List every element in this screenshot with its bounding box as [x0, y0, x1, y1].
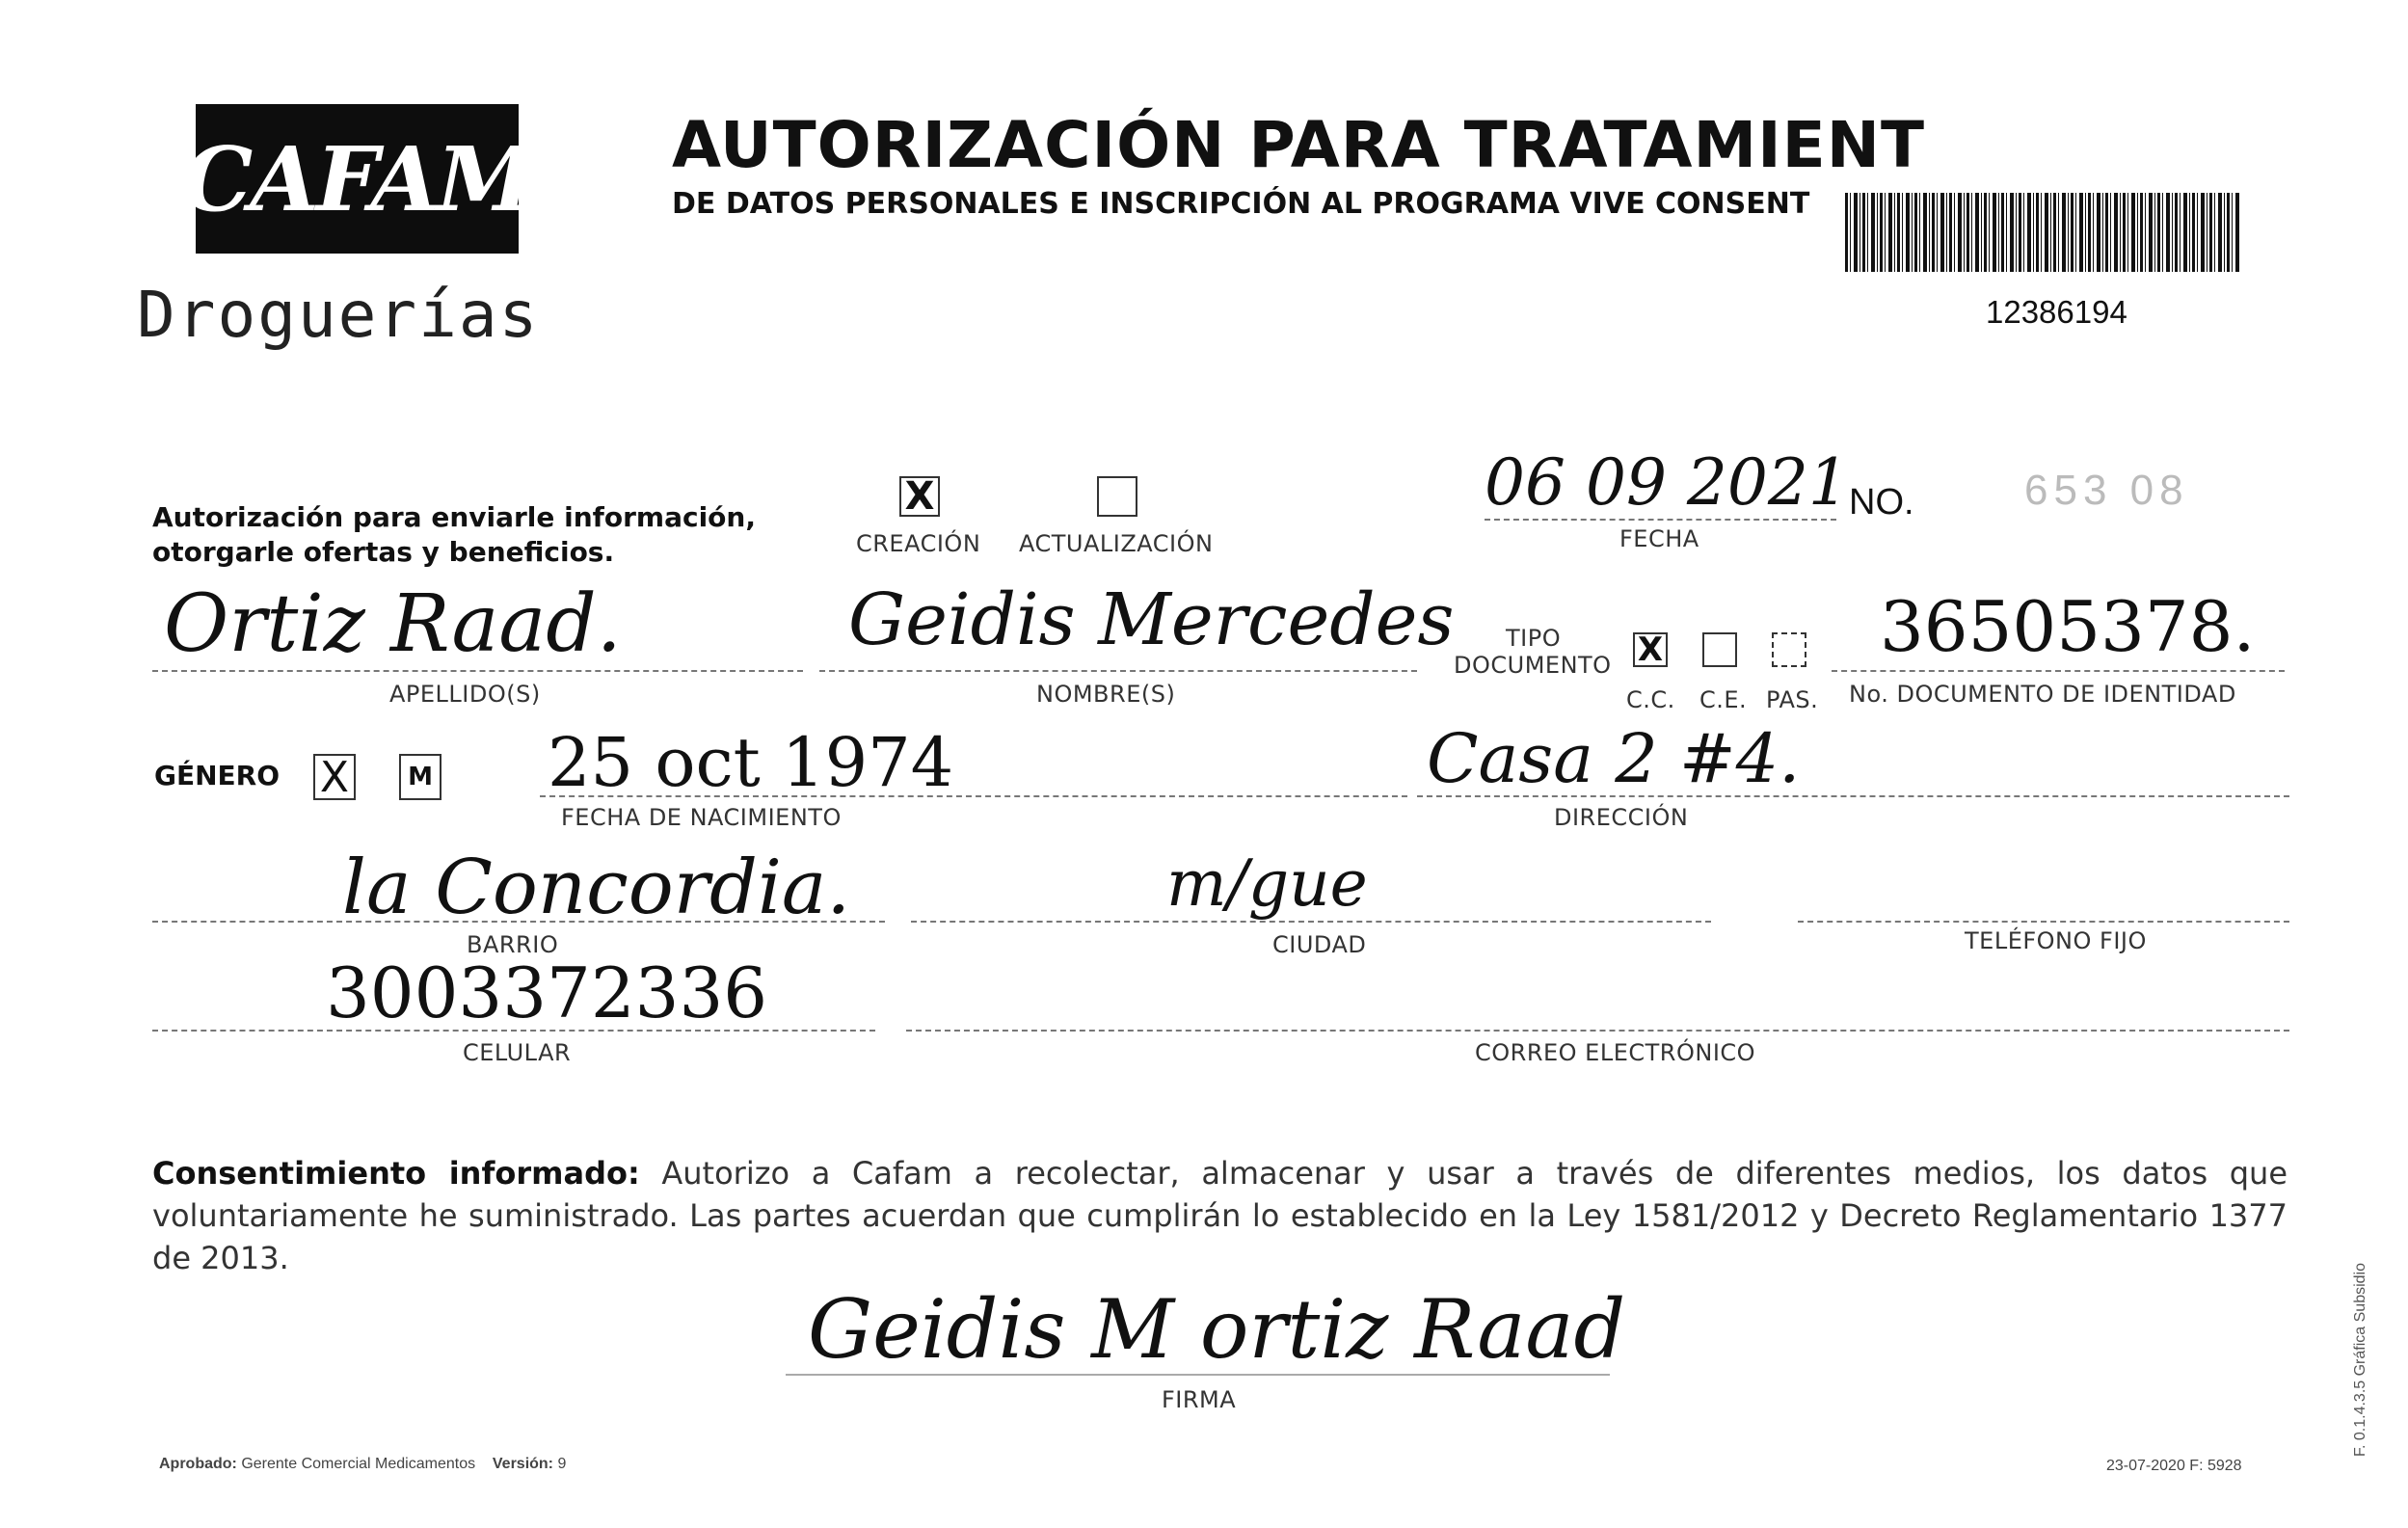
cafam-logo	[182, 104, 532, 254]
ciudad-label: CIUDAD	[1272, 931, 1367, 958]
document-subtitle: DE DATOS PERSONALES E INSCRIPCIÓN AL PROGRAMA VIVE CONSENT	[672, 187, 1810, 221]
ce-label: C.E.	[1699, 686, 1748, 713]
celular-label: CELULAR	[463, 1039, 572, 1066]
ciudad-value: m/gue	[1166, 846, 1368, 921]
logo-subtitle: Droguerías	[137, 278, 540, 352]
logo-text: CAFAM	[182, 126, 532, 231]
direccion-label: DIRECCIÓN	[1554, 804, 1689, 831]
apellidos-label: APELLIDO(S)	[389, 681, 541, 708]
signature-line	[786, 1374, 1610, 1376]
cc-checkbox[interactable]: X	[1633, 632, 1668, 667]
no-label: NO.	[1849, 482, 1914, 523]
nacimiento-line	[540, 795, 1407, 797]
genero-label: GÉNERO	[154, 760, 281, 791]
nombres-line	[819, 670, 1417, 672]
genero-f-letter: F	[278, 771, 286, 787]
nacimiento-value: 25 oct 1974	[548, 723, 954, 802]
no-value: 653 08	[2024, 467, 2189, 514]
creacion-label: CREACIÓN	[856, 530, 981, 557]
consent-paragraph	[152, 1152, 2288, 1279]
aprobado-value: Gerente Comercial Medicamentos	[241, 1456, 476, 1472]
nacimiento-label: FECHA DE NACIMIENTO	[561, 804, 842, 831]
footer-approved	[159, 1456, 566, 1473]
celular-line	[152, 1030, 875, 1032]
documento-type-label: DOCUMENTO	[1454, 652, 1612, 679]
apellidos-value: Ortiz Raad.	[164, 578, 622, 670]
correo-label: CORREO ELECTRÓNICO	[1475, 1039, 1756, 1066]
nombres-label: NOMBRE(S)	[1036, 681, 1176, 708]
documento-value: 36505378.	[1880, 586, 2256, 667]
genero-m-checkbox[interactable]	[399, 754, 441, 800]
celular-value: 3003372336	[326, 952, 768, 1033]
barcode	[1845, 193, 2240, 272]
telefono-line	[1798, 921, 2289, 923]
actualizacion-checkbox[interactable]	[1097, 476, 1137, 517]
footer-vertical-text: F. 0.1.4.3.5 Gráfica Subsidio	[2352, 1263, 2368, 1457]
footer-date-code: 23-07-2020 F: 5928	[2106, 1458, 2242, 1474]
actualizacion-label: ACTUALIZACIÓN	[1019, 530, 1214, 557]
ciudad-line	[911, 921, 1711, 923]
consent-heading: Consentimiento informado:	[152, 1155, 640, 1192]
apellidos-line	[152, 670, 803, 672]
ce-checkbox[interactable]	[1702, 632, 1737, 667]
direccion-value: Casa 2 #4.	[1427, 719, 1801, 798]
consent-text: Autorizo a Cafam a recolectar, almacenar y usar a través de diferentes medios, los datos que voluntariamente he suministrado. Las partes acuerdan que cumplirán lo establecido en la Ley 1581/2012 y Decreto Reglamentario 1377 de 2013.	[152, 1155, 2288, 1276]
signature-value: Geidis M ortiz Raad	[808, 1282, 1626, 1377]
version-label: Versión:	[492, 1456, 554, 1472]
correo-line	[906, 1030, 2289, 1032]
intro-line-1: Autorización para enviarle información,	[152, 501, 756, 533]
pas-checkbox[interactable]	[1772, 632, 1806, 667]
nombres-value: Geidis Mercedes	[848, 578, 1455, 661]
creacion-checkbox[interactable]: X	[899, 476, 940, 517]
barrio-line	[152, 921, 885, 923]
intro-line-2: otorgarle ofertas y beneficios.	[152, 536, 615, 568]
telefono-label: TELÉFONO FIJO	[1965, 927, 2147, 954]
tipo-label: TIPO	[1506, 625, 1562, 652]
fecha-line	[1485, 519, 1836, 521]
aprobado-label: Aprobado:	[159, 1456, 237, 1472]
barrio-value: la Concordia.	[342, 844, 851, 931]
fecha-label: FECHA	[1619, 525, 1699, 552]
pas-label: PAS.	[1766, 686, 1819, 713]
barcode-number: 12386194	[1986, 294, 2127, 330]
documento-label: No. DOCUMENTO DE IDENTIDAD	[1849, 681, 2236, 708]
document-title: AUTORIZACIÓN PARA TRATAMIENT	[672, 108, 1926, 182]
direccion-line	[1417, 795, 2289, 797]
genero-f-checkbox[interactable]	[313, 754, 356, 800]
fecha-value: 06 09 2021	[1485, 445, 1849, 520]
documento-line	[1832, 670, 2285, 672]
version-value: 9	[557, 1456, 567, 1472]
cc-label: C.C.	[1626, 686, 1675, 713]
genero-f-mark: X	[319, 752, 350, 802]
barrio-label: BARRIO	[467, 931, 559, 958]
signature-label: FIRMA	[1162, 1386, 1237, 1413]
genero-m-letter: M	[408, 763, 433, 791]
